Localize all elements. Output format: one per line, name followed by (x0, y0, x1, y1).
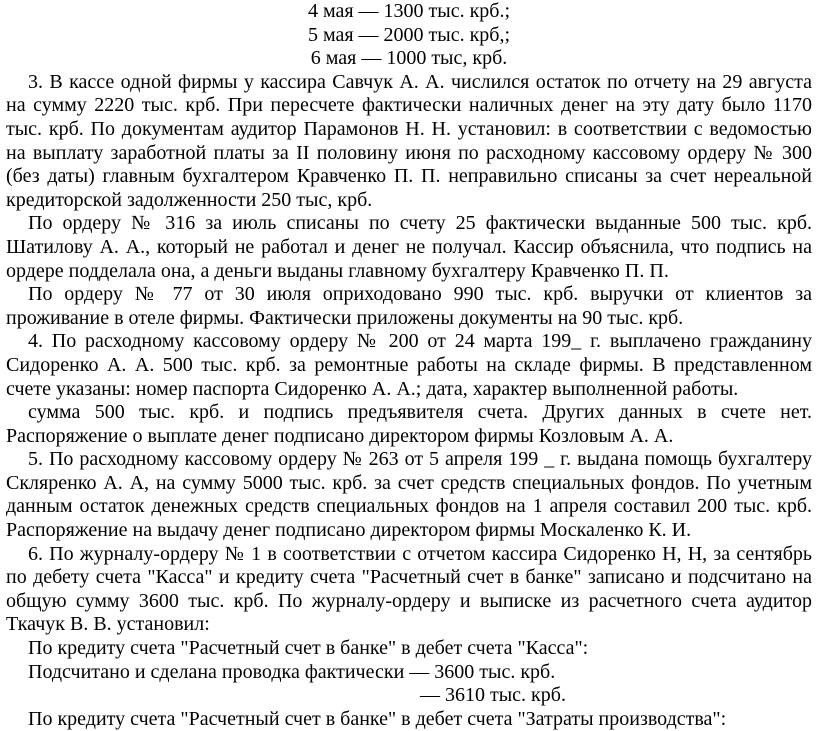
date-line-may-6: 6 мая — 1000 тыс, крб. (310, 47, 508, 70)
line-value-3610: — 3610 тыс. крб. (420, 684, 566, 707)
line-counted-entry: Подсчитано и сделана проводка фактически — 3600 тыс. крб. (28, 660, 556, 683)
paragraph-task-6: 6. По журналу-ордеру № 1 в соответствии с отчетом кассира Сидоренко Н, Н, за сентябрь по дебету счета "Касса" и кредиту счета "Расчетный счет в банке" записано и подсчитано на общую сумму 3600 тыс. крб. По журналу-ордеру и выписке из расчетного счета аудитор Ткачук В. В. установил: (6, 542, 812, 636)
paragraph-order-316: По ордеру № 316 за июль списаны по счету 25 фактически выданные 500 тыс. крб. Шатилову А. А., который не работал и денег не получал. Кассир объяснила, что подпись на ордере подделала она, а деньги выданы главному бухгалтеру Кравченко П. П. (6, 212, 812, 282)
date-line-may-5: 5 мая — 2000 тыс. крб,; (307, 23, 511, 46)
paragraph-task-3: 3. В кассе одной фирмы у кассира Савчук А. А. числился остаток по отчету на 29 августа на сумму 2220 тыс. крб. При пересчете фактически наличных денег на эту дату было 1170 тыс. крб. По документам аудитор Парамонов Н. Н. установил: в соответствии с ведомостью на выплату заработной платы за II половину июня по расходному кассовому ордеру № 300 (без даты) главным бухгалтером Кравченко П. П. неправильно списаны за счет нереальной кредиторской задолженности 250 тыс, крб. (6, 70, 812, 211)
line-credit-to-kassa: По кредиту счета "Расчетный счет в банке" в дебет счета "Касса": (28, 637, 589, 660)
date-line-may-4: 4 мая — 1300 тыс. крб.; (307, 0, 511, 22)
line-credit-to-costs: По кредиту счета "Расчетный счет в банке" в дебет счета "Затраты производства": (28, 707, 727, 730)
paragraph-task-4: 4. По расходному кассовому ордеру № 200 от 24 марта 199_ г. выплачено гражданину Сидоренко А. А. 500 тыс. крб. за ремонтные работы на складе фирмы. В представленном счете указаны: номер паспорта Сидоренко А. А.; дата, характер выполненной работы. (6, 330, 812, 400)
paragraph-order-77: По ордеру № 77 от 30 июля оприходовано 990 тыс. крб. выручки от клиентов за проживание в отеле фирмы. Фактически приложены документы на 90 тыс. крб. (6, 283, 812, 329)
paragraph-task-5: 5. По расходному кассовому ордеру № 263 от 5 апреля 199 _ г. выдана помощь бухгалтеру Скляренко А. А, на сумму 5000 тыс. крб. за счет средств специальных фондов. По учетным данным остаток денежных средств специальных фондов на 1 апреля составил 200 тыс. крб. Распоряжение на выдачу денег подписано директором фирмы Москаленко К. И. (6, 448, 812, 542)
paragraph-task-4-continued: сумма 500 тыс. крб. и подпись предъявителя счета. Других данных в счете нет. Распоряжение о выплате денег подписано директором фирмы Козловым А. А. (6, 401, 812, 447)
